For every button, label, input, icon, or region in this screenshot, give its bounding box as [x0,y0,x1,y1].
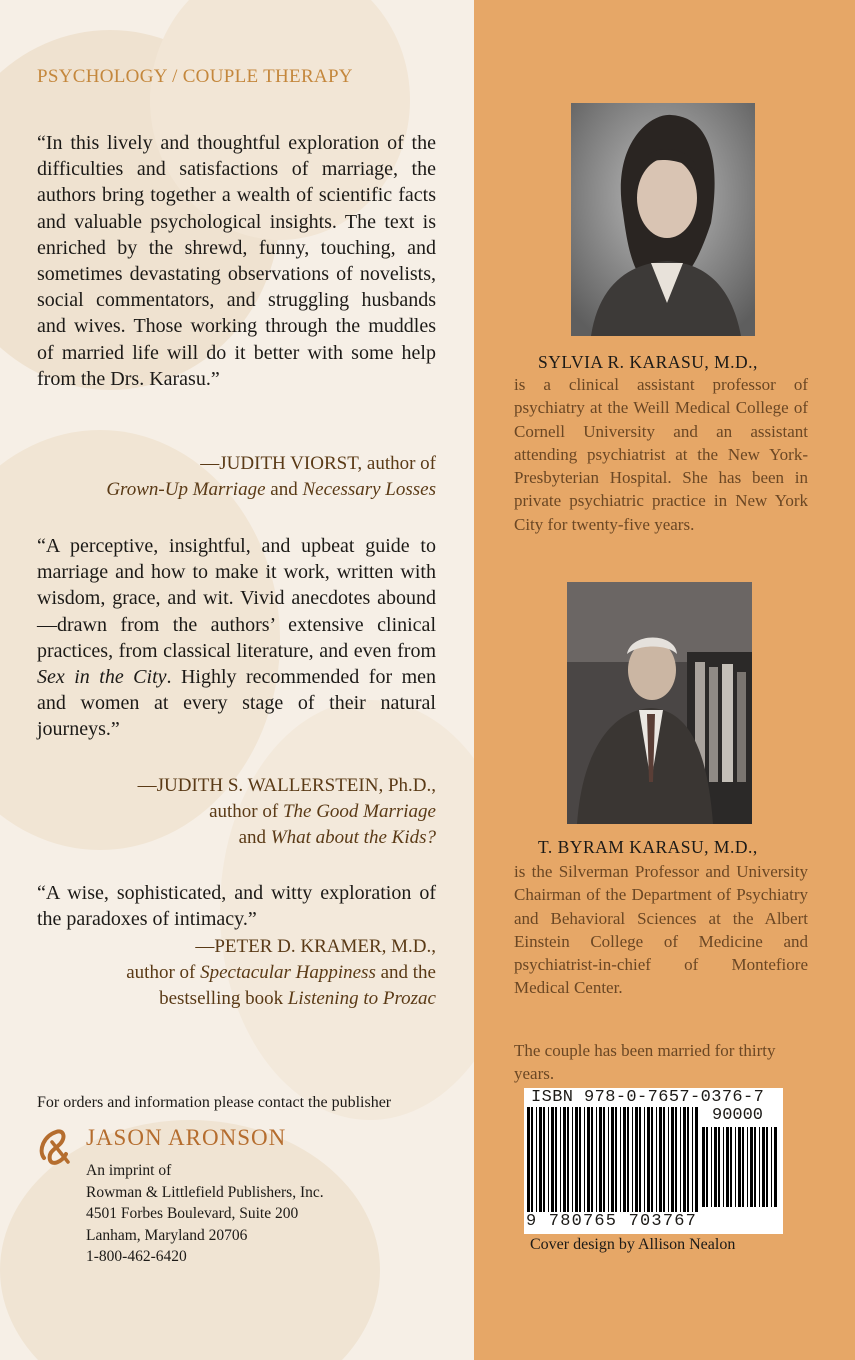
barcode-bar [738,1127,741,1207]
barcode-bar [644,1107,645,1215]
barcode-bar [527,1107,530,1215]
barcode-bar [750,1127,753,1207]
barcode-bar [754,1127,756,1207]
barcode-bar [735,1127,736,1207]
quote-text: . Highly recommended for men and women at every stage of their natural journeys.” [37,666,437,741]
barcode-bar [718,1127,720,1207]
attribution-text: author of [126,962,201,983]
barcode-bar [695,1107,698,1215]
price-barcode-icon [702,1127,780,1207]
ean-digits: 9 780765 703767 [526,1212,698,1231]
barcode-bar [572,1107,573,1215]
attribution-connector: and [265,479,303,500]
book-title: Spectacular Happiness [200,962,376,983]
barcode-bar [730,1127,732,1207]
address-line: Rowman & Littlefield Publishers, Inc. [86,1183,324,1201]
barcode-bar [774,1127,777,1207]
barcode-bar [584,1107,585,1215]
author-name-byram: T. BYRAM KARASU, M.D., [538,837,758,857]
address-line: 4501 Forbes Boulevard, Suite 200 [86,1205,299,1222]
barcode-bar [611,1107,614,1215]
quote-kramer: “A wise, sophisticated, and witty exploration of the paradoxes of intimacy.” [37,882,436,931]
barcode-bar [632,1107,633,1215]
barcode-bar [706,1127,708,1207]
barcode-bar [623,1107,626,1215]
barcode-bar [675,1107,677,1215]
barcode-bar [531,1107,533,1215]
isbn-label: ISBN 978-0-7657-0376-7 [531,1088,765,1107]
quote-wallerstein [37,533,436,743]
address-line: An imprint of [86,1162,172,1179]
attribution-text: bestselling book [159,988,288,1009]
barcode-bar [714,1127,717,1207]
barcode-bar [639,1107,641,1215]
barcode-bar [560,1107,561,1215]
barcode-bar [711,1127,712,1207]
barcode-bar [603,1107,605,1215]
barcode-bar [563,1107,566,1215]
cover-credit: Cover design by Allison Nealon [530,1236,736,1253]
quote-text: “A perceptive, insightful, and upbeat guide to marriage and how to make it work, written with wisdom, grace, and wit. Vivid anecdotes abound—drawn from the authors’ extensive clinical practices, from classical literature, and even from [37,535,436,662]
barcode-bar [575,1107,578,1215]
barcode-bar [702,1127,705,1207]
barcode-bar [659,1107,662,1215]
barcode-bar [591,1107,593,1215]
attribution-name: —JUDITH VIORST, author of [200,453,436,474]
barcode-bar [680,1107,681,1215]
author-bio-sylvia: is a clinical assistant professor of psychiatry at the Weill Medical College of Cornell University and an assistant attending psychiatrist at the New York-Presbyterian Hospital. She has been in private psychiatric practice in New York City for twenty-five years. [514,375,808,534]
barcode-bar [567,1107,569,1215]
barcode-bar [742,1127,744,1207]
book-title: What about the Kids? [270,827,436,848]
address-line: 1-800-462-6420 [86,1248,187,1265]
barcode-bar [771,1127,772,1207]
book-title: Listening to Prozac [287,988,436,1009]
attribution-name: —JUDITH S. WALLERSTEIN, Ph.D., [137,775,436,796]
barcode-bar [656,1107,657,1215]
attribution-viorst [16,451,436,503]
barcode-bar [647,1107,650,1215]
author-photo-byram [567,582,752,824]
attribution-text: author of [209,801,283,822]
attribution-name: —PETER D. KRAMER, M.D., [195,936,436,957]
barcode-bar [687,1107,689,1215]
barcode-bar [543,1107,545,1215]
barcode-bar [692,1107,693,1215]
barcode-bar [596,1107,597,1215]
publisher-logo-icon [36,1124,74,1166]
book-title: Grown-Up Marriage [106,479,266,500]
book-title: Necessary Losses [302,479,436,500]
publisher-address [86,1160,324,1268]
barcode-bar [599,1107,602,1215]
book-title: The Good Marriage [282,801,436,822]
publisher-name: JASON ARONSON [86,1125,287,1150]
barcode-bar [663,1107,665,1215]
barcode-bar [551,1107,554,1215]
address-line: Lanham, Maryland 20706 [86,1226,248,1244]
author-bio-byram: is the Silverman Professor and University Chairman of the Department of Psychiatry and Behavioral Sciences at the Albert Einstein College of Medicine and psychiatrist-in-chief of Montefiore Medical Center. [514,862,808,998]
barcode-bar [536,1107,537,1215]
barcode-bar [766,1127,768,1207]
quote-italic: Sex in the City [37,666,167,689]
barcode-bar [555,1107,557,1215]
barcode-bar [620,1107,621,1215]
barcode-bar [726,1127,729,1207]
barcode-bar [668,1107,669,1215]
attribution-connector: and [238,827,271,848]
barcode-bar [651,1107,653,1215]
attribution-kramer [16,934,436,1012]
price-code: 90000 [712,1106,764,1125]
barcode-bar [759,1127,760,1207]
barcode-bar [671,1107,674,1215]
barcode-bar [548,1107,549,1215]
author-name-sylvia: SYLVIA R. KARASU, M.D., [538,352,758,372]
barcode-bar [747,1127,748,1207]
barcode-bar [627,1107,629,1215]
barcode-icon [527,1107,700,1217]
attribution-wallerstein [16,773,436,851]
category-label: PSYCHOLOGY / COUPLE THERAPY [37,66,353,87]
barcode-bar [539,1107,542,1215]
orders-note: For orders and information please contact the publisher [37,1094,392,1111]
barcode-bar [635,1107,638,1215]
barcode-bar [762,1127,765,1207]
barcode-bar [608,1107,609,1215]
barcode-bar [723,1127,724,1207]
quote-viorst: “In this lively and thoughtful exploration of the difficulties and satisfactions of marriage, the authors bring together a wealth of scientific facts and valuable psychological insights. The text is enriched by the shrewd, funny, touching, and sometimes devastating observations of novelists, social commentators, and struggling husbands and wives. Those working through the muddles of married life will do it better with some help from the Drs. Karasu.” [37,132,436,390]
barcode-bar [615,1107,617,1215]
attribution-text: and the [375,962,436,983]
barcode-bar [579,1107,581,1215]
married-note: The couple has been married for thirty years. [514,1041,776,1083]
barcode-bar [587,1107,590,1215]
author-photo-sylvia [571,103,755,336]
barcode-bar [683,1107,686,1215]
